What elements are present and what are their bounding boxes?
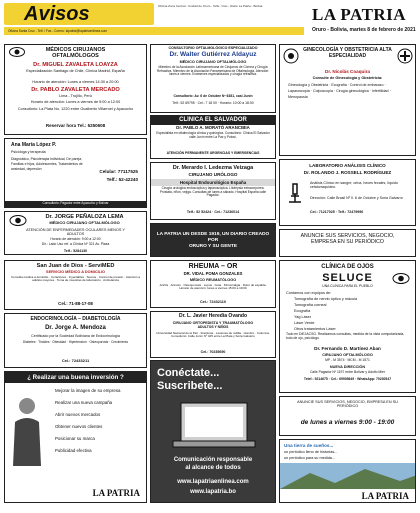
doctor-spec: Especialización Santiago de Chile, Clínica Madrid, España bbox=[26, 69, 125, 73]
address: Dir.: Lado Uso ref. a Clínica Nº 321 Av. Plaza bbox=[41, 242, 110, 246]
ad-title: GINECOLOGÍA Y OBSTETRICIA ALTA ESPECIALIDAD bbox=[303, 47, 392, 59]
extra-info: Todo en DIEJACSG. Realizamos consultas, medida de la vista computarizada, todo de ojo, psicólogo bbox=[286, 332, 405, 340]
ad-sub: SERVICIO MÉDICO A DOMICILIO bbox=[46, 270, 105, 274]
ad-merardo-ledezma[interactable] bbox=[150, 162, 276, 220]
tagline-2: al alcance de todos bbox=[185, 465, 241, 471]
ad-la-patria-promo[interactable] bbox=[150, 223, 276, 257]
doctor-role: CIRUJANO URÓLOGO bbox=[188, 172, 238, 177]
ad-title: LABORATORIO ANÁLISIS CLÍNICO bbox=[309, 163, 386, 168]
footer-logo: LA PATRIA bbox=[92, 488, 140, 498]
cel-2: Telf.: 52-42240 bbox=[106, 177, 138, 182]
hours: Horario de atención: 9:00 a 12:00 bbox=[50, 237, 101, 241]
dateline: Oruro - Bolivia, martes 8 de febrero de 2021 bbox=[312, 27, 416, 33]
ad-body: Certificado por la Sociedad Boliviana de Endocrinología bbox=[31, 334, 120, 338]
phone: Cel.: 72432110 bbox=[200, 300, 226, 304]
eye-icon bbox=[9, 47, 25, 57]
ad-walter-gutierrez[interactable] bbox=[150, 44, 276, 113]
benefit-6: Publicidad efectiva bbox=[55, 448, 92, 453]
tagline-2: un periódico lleno de historias... bbox=[284, 450, 338, 454]
doctor-hours: Horario de atención: Lunes a viernes de 9:00 a 12:00 bbox=[30, 100, 121, 104]
eye-logo-icon bbox=[392, 273, 410, 284]
doctor-role: MÉDICO CIRUJANO OFTALMÓLOGO bbox=[179, 60, 247, 64]
psychologist-name: Ana María López P. bbox=[11, 142, 57, 148]
ad-body: Análisis Clínico en sangre, orina, heces fecales, líquido cefalorraquídeo. bbox=[310, 181, 398, 190]
ad-body: Miembro de la Asociación Latinoamericana de Cirujanos de Córnea y Cirugía Refractiva. Miembro de la Asociación Panamericana de Oftalmología. Atención: lunes a viernes. Exámenes especializados y cirugía refractiva. bbox=[156, 65, 270, 77]
ad-footer: Consultorio: Pagador entre Ayacucho y Bolívar bbox=[5, 201, 146, 207]
ad-title: CLÍNICA EL SALVADOR bbox=[151, 116, 275, 125]
ad-title: MÉDICOS CIRUJANOS OFTALMÓLOGOS bbox=[45, 47, 106, 60]
doctor-name: Dr. ROLANDO J. ROSSELL RODRÍGUEZ bbox=[303, 170, 392, 175]
ad-title: Conéctate... Suscribete... bbox=[157, 367, 223, 392]
ad-san-juan-servimed[interactable] bbox=[4, 260, 147, 310]
businessman-icon bbox=[9, 396, 45, 466]
doctor-role: CIRUJANO ORTOPEDISTA Y TRAUMATÓLOGO bbox=[172, 321, 254, 325]
phone: Cel.: 71-88-17-08 bbox=[58, 301, 93, 306]
doctor-name: Dr. PABLO A. MORATÓ ARANCIBIA bbox=[176, 125, 250, 130]
ad-title: RHEUMA – OR bbox=[188, 263, 238, 270]
ad-realizar-inversion[interactable] bbox=[4, 371, 147, 503]
ad-sub: UNA CLÍNICA PARA EL PUEBLO bbox=[322, 284, 373, 288]
ad-anuncie-1[interactable] bbox=[279, 229, 416, 257]
doctor-role: MÉDICO REUMATÓLOGO bbox=[189, 278, 237, 282]
ad-endocrinologia[interactable] bbox=[4, 313, 147, 368]
tagline-1: Comunicación responsable bbox=[173, 457, 253, 463]
doctor-name: Dr. Jorge A. Mendoza bbox=[45, 325, 106, 331]
website-url-2[interactable]: www.lapatria.bo bbox=[190, 489, 236, 495]
equipment-intro: Contamos con equipos de: bbox=[286, 291, 332, 295]
clinic-name: Hospital Endourológico España bbox=[151, 179, 275, 186]
phone: Cel.: 72433211 bbox=[61, 358, 90, 363]
doctor-role: CIRUJANO OFTALMÓLOGO bbox=[322, 353, 373, 357]
ad-body: Consulta médica a domicilio · Curaciones · Inyectables · Sueros · Control de presión · Atención a adultos mayores · Toma de muestras de laboratorio · Ambulancia bbox=[10, 275, 141, 283]
cel-1: Celular: 77117525 bbox=[99, 169, 138, 174]
ad-title: CLÍNICA DE OJOS bbox=[321, 264, 374, 270]
address: Consultorio: Av. 6 de Octubre Nº 6381, casi Junín bbox=[173, 94, 253, 98]
doctor-sub: ADULTOS Y NIÑOS bbox=[197, 325, 229, 329]
equipment-6: Otros tratamientos Láser bbox=[294, 327, 336, 331]
doctor-name: Dr. MIGUEL ZAVALETA LOAYZA bbox=[33, 62, 118, 68]
ad-body: ATENCIÓN DE ENFERMEDADES OCULARES MENOS Y ADULTOS bbox=[26, 228, 125, 237]
ad-title: ¿ Realizar una buena inversión ? bbox=[5, 372, 146, 383]
ad-top: CONSULTORIO OFTALMOLÓGICO ESPECIALIZADO bbox=[168, 46, 258, 50]
ad-clinica-salvador[interactable] bbox=[150, 115, 276, 159]
anuncie-text: ANUNCIE SUS SERVICIOS, NEGOCIO, EMPRESA EN SU PERIÓDICO bbox=[297, 400, 398, 409]
subtitle: Consulte de Ginecología y Obstetricia: bbox=[312, 76, 383, 80]
ad-body: Especialista en oftalmología clínica y quirúrgica. Consultorio: Clínica El Salvador calle Junín entre La Paz y Potosí. bbox=[156, 131, 270, 139]
ad-laboratorio[interactable] bbox=[279, 159, 416, 226]
ad-medicos-cirujanos[interactable] bbox=[4, 44, 147, 135]
phone: Telf.: 52 69795 · Cel.: 7 18 00 · Horario: 10:00 a 18:00 bbox=[172, 101, 254, 105]
section-title: Avisos bbox=[24, 3, 90, 25]
ad-body: Psicóloga y terapeuta bbox=[11, 150, 46, 154]
tagline-1: Una tierra de sueños... bbox=[284, 443, 334, 448]
services-list: Diagnóstico, Psicoterapia Individual, De pareja, Familias e hijos, Adolescentes, Tratamientos de ansiedad, depresión bbox=[11, 157, 83, 172]
equipment-5: Láser Verde bbox=[294, 321, 315, 325]
section-banner bbox=[4, 3, 154, 25]
benefit-5: Posicionar su marca bbox=[55, 436, 95, 441]
doctor-name: Dr. L. Javier Heredia Ovando bbox=[178, 313, 248, 319]
promo-line-1: LA PATRIA UN DESDE 1919, UN DIARIO CREADO POR bbox=[156, 232, 270, 243]
doctor-name: Dr. Walter Gutiérrez Aldayuz bbox=[169, 51, 257, 58]
ad-heredia-ovando[interactable] bbox=[150, 311, 276, 358]
ad-conectate[interactable] bbox=[150, 360, 276, 503]
address: Dirección: Calle Brasil Nº 0. 6 de Octubre y Soria Galvarro bbox=[310, 196, 403, 200]
website-url[interactable]: www.lapatriaenlinea.com bbox=[177, 479, 249, 485]
brand-name: SELUCE bbox=[322, 272, 373, 284]
page-header bbox=[0, 0, 420, 40]
equipment-3: Ecografía bbox=[294, 309, 311, 313]
equipment-4: Yag Láser bbox=[294, 315, 312, 319]
ad-footer: ATENCIÓN PERMANENTE URGENCIAS Y EMERGENCIAS bbox=[166, 151, 260, 155]
registration: MP - M 3574 · MCM - M 1571 bbox=[325, 358, 370, 362]
anuncie-hours: de lunes a viernes 9:00 - 19:00 bbox=[300, 419, 395, 426]
office-bar: Oficina Santa Cruz - Telf. / Fax - Correo: lapatria@lapatriaenlinea.com bbox=[4, 27, 304, 35]
doctor-name: Dr. JORGE PEÑALOZA LEMA bbox=[45, 214, 124, 220]
ad-jorge-penaloza[interactable] bbox=[4, 211, 147, 255]
doctor-role: MÉDICO CIRUJANO OFTALMÓLOGO bbox=[49, 220, 120, 225]
ad-tierra-suenos[interactable] bbox=[279, 439, 416, 503]
promo-line-2: ORURO Y SU GENTE bbox=[188, 244, 238, 249]
consult-address: Consultorio: La Plata No. 1220 entre Gualberto Villarroel y Ayacucho bbox=[17, 107, 134, 111]
phone: Telf.: 52 52424 · Cel.: 71236014 bbox=[186, 210, 240, 214]
doctor-name: DR. VIDAL POMA GONZALES bbox=[183, 271, 243, 276]
benefit-2: Realizar una nueva campaña bbox=[55, 400, 113, 405]
ad-clinica-seluce[interactable] bbox=[279, 260, 416, 393]
office-info: Oficina Zona Central - Ciudad de Oruro - Telfs. / Fax - Diario La Patria - Bolivia bbox=[158, 4, 263, 8]
doctor-place: Lima - Trujillo, Perú bbox=[59, 94, 92, 98]
ad-title: San Juan de Dios - ServiMED bbox=[36, 263, 115, 269]
ad-rheuma-or[interactable] bbox=[150, 260, 276, 308]
ad-body: Ginecología y Obstetricia · Ecografía · Control de embarazo · Laparoscopía · Colposcopía · Cirugía ginecológica · Infertilidad · Menopausia bbox=[288, 83, 391, 99]
phone: Telef.: 5214675 · Cel.: 69905649 · WhatsApp: 70230547 bbox=[303, 377, 392, 381]
footer-logo: LA PATRIA bbox=[361, 491, 409, 501]
doctor-name: Dr. Fernando D. Martínez Aban bbox=[314, 346, 381, 351]
ad-ana-maria[interactable] bbox=[4, 138, 147, 208]
tagline-3: un periódico para su medida... bbox=[284, 456, 336, 460]
ad-body: Universidad Nacional de la Paz · Fracturas · Lesiones de rodilla · Hombro · Columna. Consultorio: Calle Junín Nº 425 entre La Plata y Soria Galvarro bbox=[156, 331, 270, 339]
doctor-hours: Horario de atención: Lunes a viernes 14:30 a 20:00 bbox=[32, 80, 119, 84]
laptop-icon bbox=[171, 401, 257, 451]
phone: Telf.: 5284130 bbox=[63, 249, 88, 253]
ad-ginecologia[interactable] bbox=[279, 44, 416, 156]
phone: Cel.: 70235690 bbox=[200, 350, 226, 354]
ad-extra: Diabetes · Tiroides · Obesidad · Hipertensión · Osteoporosis · Crecimiento bbox=[22, 340, 129, 344]
address: Calle Pagador Nº 1197 entre Bolívar y Adolfo Mier bbox=[309, 370, 386, 374]
anuncie-text: ANUNCIE SUS SERVICIOS, NEGOCIO, EMPRESA EN SU PERIÓDICO bbox=[300, 233, 395, 245]
doctor-name: Dr. Nicolás Coaquira bbox=[325, 69, 370, 74]
doctor-name: Dr. Merardo I. Ledezma Veizaga bbox=[172, 165, 254, 171]
equipment-2: Tomografía corneal bbox=[294, 303, 327, 307]
ad-anuncie-2[interactable] bbox=[279, 396, 416, 436]
phone: Cel.: 71217025 · Telf.: 72479996 bbox=[310, 210, 364, 214]
benefit-1: Mejorar la imagen de su empresa bbox=[55, 388, 121, 393]
landscape-image bbox=[280, 463, 416, 489]
equipment-1: Tomografía de nervio óptico y mácula bbox=[294, 297, 358, 301]
benefit-4: Obtener nuevos clientes bbox=[55, 424, 103, 429]
phone: Reservar hora Tel.: 5250608 bbox=[45, 123, 106, 128]
ad-body: Artritis · Artrosis · Osteoporosis · Lupus · Gota · Fibromialgia · Dolor de espalda. Horario de atención: lunes a viernes 15:00 a 19:00 bbox=[159, 283, 267, 291]
ad-body: Cirugía urológica endoscópica y laparoscópica. Litotripsia extracorpórea. Próstata, riñón, vejiga. Consultas de lunes a sábado. Hospital España calle Pagador. bbox=[159, 186, 267, 198]
benefit-3: Abrir nuevos mercados bbox=[55, 412, 101, 417]
doctor-name: Dr. PABLO ZAVALETA MERCADO bbox=[31, 87, 120, 93]
newspaper-logo: LA PATRIA bbox=[312, 5, 407, 24]
direction-label: NUEVA DIRECCIÓN bbox=[329, 365, 366, 369]
ad-title: ENDOCRINOLOGÍA – DIABETOLOGÍA bbox=[30, 316, 121, 322]
